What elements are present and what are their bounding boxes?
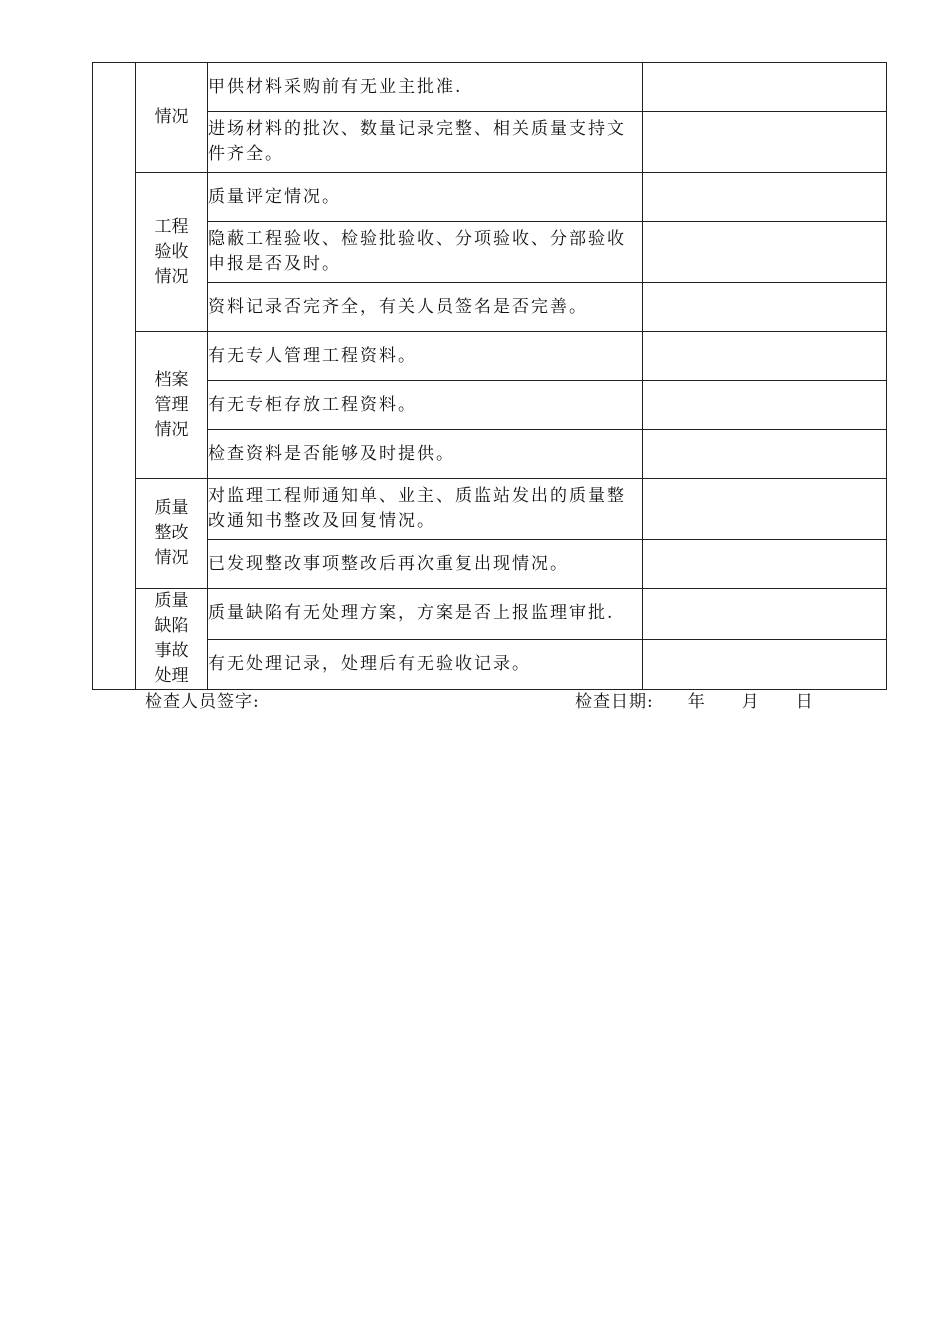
outer-category-cell [93,63,136,690]
check-item: 隐蔽工程验收、检验批验收、分项验收、分部验收申报是否及时。 [208,222,643,283]
table-row [93,540,887,589]
check-item: 甲供材料采购前有无业主批准. [208,63,643,112]
day-label: 日 [795,692,814,712]
result-cell[interactable] [643,589,887,640]
category-label: 档案管理情况 [154,369,189,440]
result-cell[interactable] [643,173,887,222]
category-cell [136,332,208,479]
table-row [93,112,887,173]
check-item: 质量评定情况。 [208,173,643,222]
date-label: 检查日期: [575,692,654,712]
table-row [93,173,887,222]
category-cell [136,63,208,173]
check-item: 有无专柜存放工程资料。 [208,381,643,430]
signature-label: 检查人员签字: [145,692,260,712]
table-row [93,332,887,381]
check-item: 资料记录否完齐全，有关人员签名是否完善。 [208,283,643,332]
table-row [93,639,887,690]
check-item: 有无专人管理工程资料。 [208,332,643,381]
year-label: 年 [687,692,706,712]
check-item: 已发现整改事项整改后再次重复出现情况。 [208,540,643,589]
check-item: 质量缺陷有无处理方案，方案是否上报监理审批. [208,589,643,640]
result-cell[interactable] [643,479,887,540]
category-cell [136,479,208,589]
category-cell [136,173,208,332]
category-label: 情况 [154,107,189,127]
result-cell[interactable] [643,639,887,690]
table-row [93,283,887,332]
table-row [93,63,887,112]
inspection-checklist-table [92,62,887,690]
inspection-date [575,690,814,714]
result-cell[interactable] [643,381,887,430]
table-row [93,381,887,430]
category-label: 质量缺陷事故处理 [154,591,189,686]
result-cell[interactable] [643,332,887,381]
month-label: 月 [741,692,760,712]
table-row [93,589,887,640]
category-label: 质量整改情况 [154,498,189,568]
result-cell[interactable] [643,283,887,332]
check-item: 对监理工程师通知单、业主、质监站发出的质量整改通知书整改及回复情况。 [208,479,643,540]
table-row [93,222,887,283]
check-item: 进场材料的批次、数量记录完整、相关质量支持文件齐全。 [208,112,643,173]
check-item: 有无处理记录，处理后有无验收记录。 [208,639,643,690]
result-cell[interactable] [643,63,887,112]
result-cell[interactable] [643,222,887,283]
check-item: 检查资料是否能够及时提供。 [208,430,643,479]
table-row [93,479,887,540]
category-label: 工程验收情况 [154,216,189,287]
result-cell[interactable] [643,430,887,479]
table-row [93,430,887,479]
category-cell [136,589,208,690]
result-cell[interactable] [643,540,887,589]
result-cell[interactable] [643,112,887,173]
